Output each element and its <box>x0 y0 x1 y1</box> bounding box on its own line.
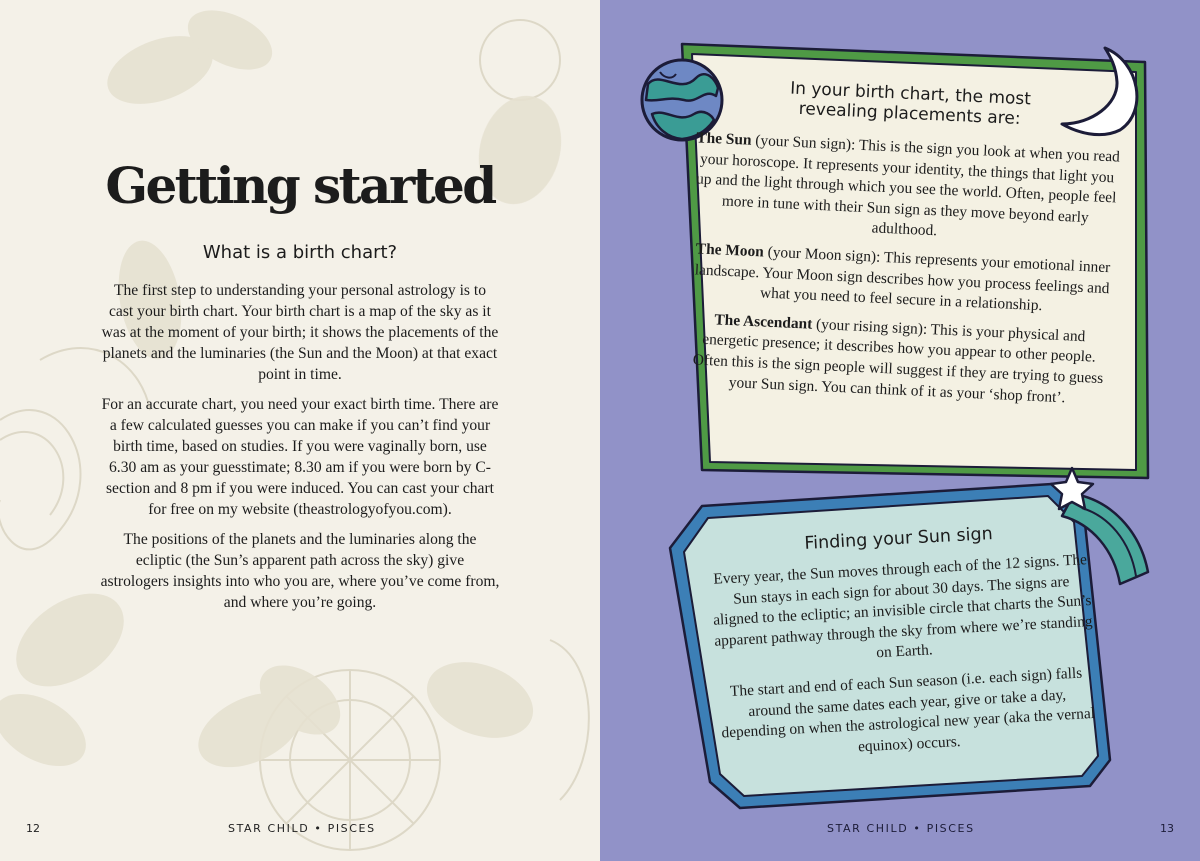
placement-description: (your Moon sign): This represents your emotional inner landscape. Your Moon sign describes how you process feelings and what you need to feel secure in a relationship. <box>694 243 1111 315</box>
sun-sign-heading: Finding your Sun sign <box>803 524 994 554</box>
body-paragraph: The first step to understanding your personal astrology is to cast your birth chart. Your birth chart is a map of the sky as it was at the moment of your birth; it shows the placements of the planets and the luminaries (the Sun and the Moon) at that exact point in time. <box>101 282 499 383</box>
body-paragraph: The positions of the planets and the luminaries along the ecliptic (the Sun’s apparent path across the sky) give astrologers insights into who you are, where you’ve come from, and where you’re going. <box>100 531 500 611</box>
page-number-left: 12 <box>26 822 40 835</box>
placement-description: (your Sun sign): This is the sign you look at when you read your horoscope. It represents your identity, the things that light you up and the light through which you see the world. Often, people feel more in tune with their Sun sign as they move beyond early adulthood. <box>695 131 1121 240</box>
section-subheading: What is a birth chart? <box>202 242 398 263</box>
running-head-right: STAR CHILD • PISCES <box>827 822 975 835</box>
sun-sign-box <box>708 518 1100 775</box>
body-paragraph: For an accurate chart, you need your exact birth time. There are a few calculated guesses you can make if you can’t find your birth time, based on studies. If you were vaginally born, use 6.30 am as your guesstimate; 8.30 am if you were born by C-section and 8 pm if you were induced. You can cast your chart for free on my website (theastrologyofyou.com). <box>101 396 499 518</box>
placement-description: (your rising sign): This is your physical and energetic presence; it describes how you appear to other people. Often this is the sign people will suggest if they are trying to guess your Sun sign. You can think of it as your ‘shop front’. <box>692 315 1104 406</box>
placement-item-ascendant <box>682 309 1115 411</box>
body-paragraph: The start and end of each Sun season (i.e. each sign) falls around the same dates each year, give or take a day, depending on when the astrological new year (aka the vernal equinox) occurs. <box>721 664 1096 756</box>
running-head-left: STAR CHILD • PISCES <box>228 822 376 835</box>
right-page <box>600 0 1200 861</box>
body-paragraph: Every year, the Sun moves through each of the 12 signs. The Sun stays in each sign for about 30 days. The signs are aligned to the ecliptic; an invisible circle that charts the Sun’s apparent pathway through the sky from where we’re standing on Earth. <box>712 551 1093 662</box>
placement-item-moon <box>686 239 1118 320</box>
placements-box <box>681 74 1125 418</box>
placement-term: The Moon <box>695 240 765 261</box>
placements-heading: In your birth chart, the most revealing placements are: <box>789 78 1032 129</box>
left-content <box>100 150 500 622</box>
placement-item-sun <box>689 128 1123 250</box>
page-title: Getting started <box>105 156 495 215</box>
page-number-right: 13 <box>1160 822 1174 835</box>
placement-term: The Sun <box>696 129 752 149</box>
placement-term: The Ascendant <box>714 311 813 333</box>
